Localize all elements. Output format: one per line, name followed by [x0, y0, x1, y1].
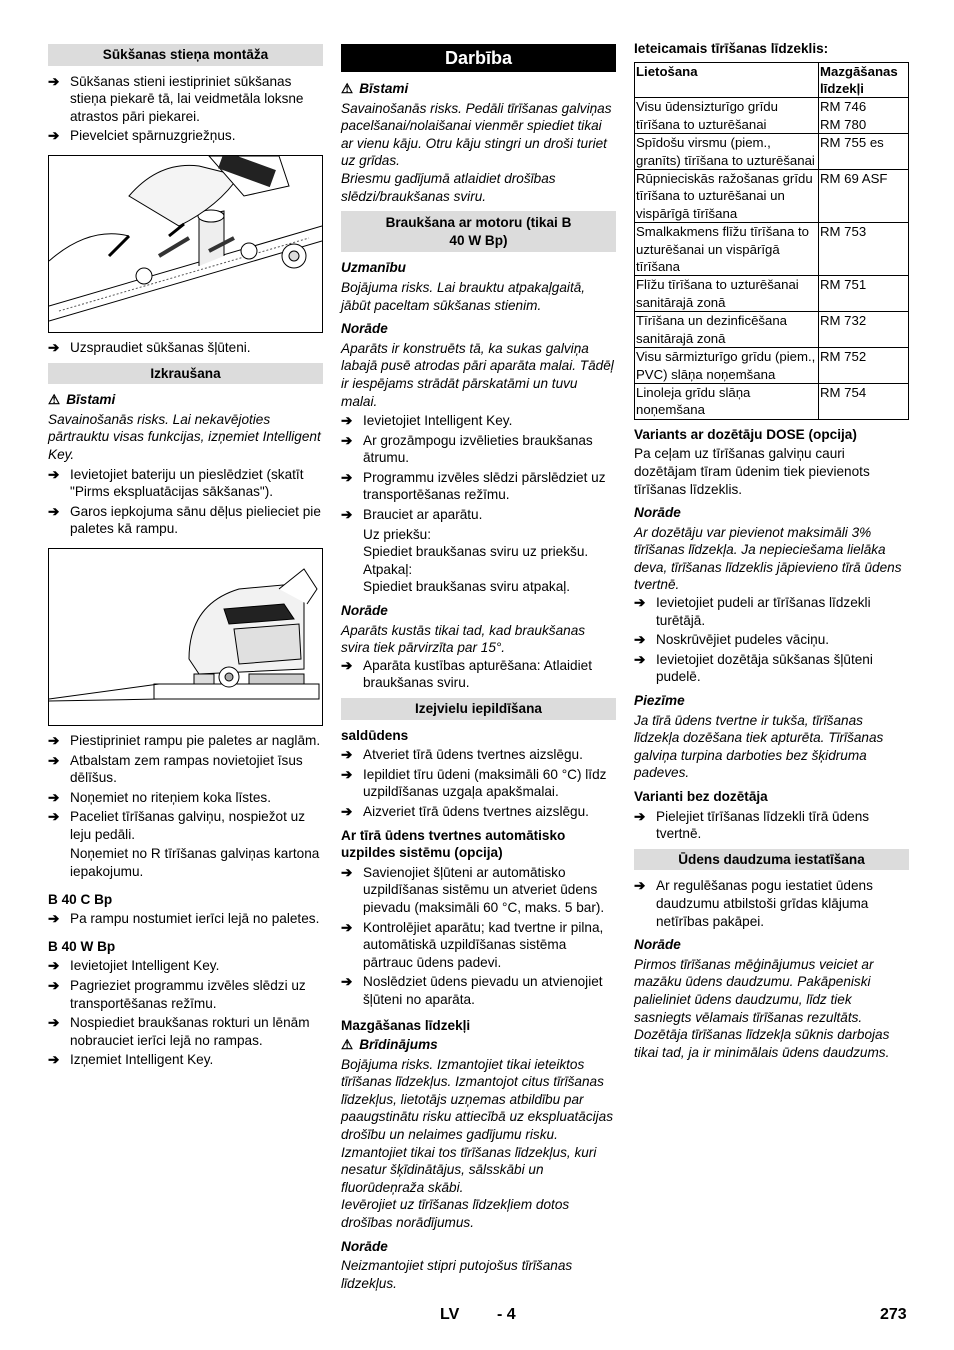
danger-text: Savainošanās risks. Pedāli tīrīšanas galviņas pacelšanai/nolaišanai vienmēr spiediet tikai ar vienu kāju. Otru kāju stingri un droši turiet uz grīdas. [341, 100, 612, 169]
list-item: ➔ Paceliet tīrīšanas galviņu, nospiežot uz leju pedāli. [48, 809, 306, 842]
warning-label: ⚠ Brīdinājums [341, 1037, 438, 1053]
arrow-icon: ➔ [341, 919, 353, 935]
list-item: ➔ Sūkšanas stieni iestipriniet sūkšanas stieņa piekarē tā, lai veidmetāla loksne atrastos pāri piekarei. [48, 73, 304, 124]
auto-fill-heading: Ar tīrā ūdens tvertnes automātisko uzpildes sistēmu (opcija) [341, 827, 566, 861]
list-item: ➔ Ievietojiet pudeli ar tīrīšanas līdzekli turētājā. [634, 595, 871, 628]
note-text: Aparāts kustās tikai tad, kad braukšanas svira tiek pārvirzīta par 15°. [341, 622, 586, 656]
column-left [48, 44, 323, 1071]
list-item: ➔ Kontrolējiet aparātu; kad tvertne ir pilna, automātiskā uzpildīšanas sistēma pārtrauc ūdens padevi. [341, 919, 604, 970]
fresh-water-heading: saldūdens [341, 727, 409, 743]
list-item: ➔ Pagrieziet programmu izvēles slēdzi uz transportēšanas režīmu. [48, 978, 306, 1011]
warning-text: Izmantojiet tikai tos tīrīšanas līdzekļus, kuri nesatur šķīdinātājus, sālsskābi un fluorūdeņraža skābi. [341, 1144, 597, 1195]
list-item: ➔ Brauciet ar aparātu. [341, 507, 483, 523]
list-item: ➔ Ievietojiet Intelligent Key. [48, 958, 220, 974]
section-heading-water-amount: Ūdens daudzuma iestatīšana [634, 849, 909, 871]
table-cell-usage: Visu sārmizturīgo grīdu (piem., PVC) slāņa noņemšana [635, 348, 819, 384]
remark-text: Ja tīrā ūdens tvertne ir tukša, tīrīšanas līdzekļa dozēšana tiek apturēta. Tīrīšanas galviņa turpina darboties bez šķidruma padeves. [634, 712, 884, 781]
table-cell-usage: Smalkakmens flīžu tīrīšana to uzturēšanai un vispārīgā tīrīšana [635, 223, 819, 276]
arrow-icon: ➔ [48, 978, 60, 994]
section-heading-drive: Braukšana ar motoru (tikai B 40 W Bp) [341, 211, 616, 252]
footer-language: LV [440, 1306, 460, 1323]
table-cell-detergent: RM 752 [819, 348, 909, 384]
arrow-icon: ➔ [634, 878, 646, 894]
arrow-icon: ➔ [341, 657, 353, 673]
list-item: ➔ Uzspraudiet sūkšanas šļūteni. [48, 339, 251, 355]
column-right [634, 40, 909, 1061]
list-item: ➔ Ar regulēšanas pogu iestatiet ūdens daudzumu atbilstoši grīdas klājuma netīrības pakāpei. [634, 878, 873, 929]
list-item: ➔ Ievietojiet Intelligent Key. [341, 413, 513, 429]
arrow-icon: ➔ [341, 507, 353, 523]
arrow-icon: ➔ [48, 339, 60, 355]
backward-label: Atpakaļ: [363, 561, 413, 577]
list-item: ➔ Iepildiet tīru ūdeni (maksimāli 60 °C) līdz uzpildīšanas uzgaļa apakšmalai. [341, 766, 607, 800]
chapter-title: Darbība [341, 44, 616, 72]
danger-text: Savainošanās risks. Lai nekavējoties pārtrauktu visas funkcijas, izņemiet Intelligent Key. [48, 411, 321, 462]
list-item: ➔ Ievietojiet dozētāja sūkšanas šļūteni pudelē. [634, 651, 873, 685]
detergent-heading: Mazgāšanas līdzekļi [341, 1017, 471, 1033]
arrow-icon: ➔ [634, 632, 646, 648]
table-header: Mazgāšanas līdzekļi [819, 62, 909, 98]
table-row [635, 276, 909, 312]
no-dose-heading: Varianti bez dozētāja [634, 789, 768, 804]
note-label: Norāde [341, 1238, 388, 1254]
note-text: Ar dozētāju var pievienot maksimāli 3% tīrīšanas līdzekļa. Ja nepieciešama lielāka deva, tīrīšanas līdzeklis jāpievieno tīrā ūdens tvertnē. [634, 524, 902, 593]
list-item: ➔ Pielejiet tīrīšanas līdzekli tīrā ūdens tvertnē. [634, 808, 870, 842]
arrow-icon: ➔ [48, 73, 60, 89]
arrow-icon: ➔ [48, 809, 60, 825]
list-item: ➔ Pievelciet spārnuzgriežņus. [48, 128, 236, 144]
warning-text: Ievērojiet uz tīrīšanas līdzekļiem dotos drošības norādījumus. [341, 1197, 570, 1231]
arrow-icon: ➔ [48, 1015, 60, 1031]
arrow-icon: ➔ [341, 747, 353, 763]
list-item: ➔ Noslēdziet ūdens pievadu un atvienojiet šļūteni no aparāta. [341, 974, 603, 1007]
arrow-icon: ➔ [634, 651, 646, 667]
table-cell-detergent: RM 755 es [819, 134, 909, 170]
list-item: ➔ Pa rampu nostumiet ierīci lejā no paletes. [48, 911, 320, 927]
arrow-icon: ➔ [48, 128, 60, 144]
danger-text: Briesmu gadījumā atlaidiet drošības slēdzi/braukšanas sviru. [341, 170, 556, 204]
table-row [635, 223, 909, 276]
warning-text: Bojājuma risks. Izmantojiet tikai ieteiktos tīrīšanas līdzekļus. Izmantojot citus tīrīšanas līdzekļus, lietotājs uzņemas atbildību par paaugstinātu risku attiecībā uz ekspluatācijas drošību un nelaimes gadījumu risku. [341, 1056, 614, 1143]
table-cell-detergent: RM 746 RM 780 [819, 98, 909, 134]
table-header: Lietošana [635, 62, 819, 98]
note-text: Noņemiet no R tīrīšanas galviņas kartona iepakojumu. [70, 846, 320, 880]
section-heading-filling: Izejvielu iepildīšana [341, 698, 616, 720]
list-item: ➔ Ievietojiet bateriju un pieslēdziet (skatīt "Pirms ekspluatācijas sākšanas"). [48, 466, 304, 500]
warning-triangle-icon: ⚠ [341, 1037, 354, 1053]
note-label: Norāde [634, 937, 681, 953]
list-item: ➔ Noņemiet no riteņiem koka līstes. [48, 789, 271, 805]
table-row [635, 383, 909, 419]
arrow-icon: ➔ [341, 974, 353, 990]
squeegee-drawing [49, 156, 322, 332]
table-cell-detergent: RM 753 [819, 223, 909, 276]
backward-text: Spiediet braukšanas sviru atpakaļ. [363, 579, 571, 595]
note-text: Neizmantojiet stipri putojošus tīrīšanas līdzekļus. [341, 1258, 573, 1291]
danger-label: ⚠ Bīstami [341, 81, 409, 96]
list-item: ➔ Aizveriet tīrā ūdens tvertnes aizslēgu. [341, 803, 589, 819]
table-cell-detergent: RM 69 ASF [819, 170, 909, 223]
caution-label: Uzmanību [341, 260, 406, 276]
table-row [635, 98, 909, 134]
remark-label: Piezīme [634, 693, 685, 709]
model-heading-b40c: B 40 C Bp [48, 891, 113, 907]
list-item: ➔ Nospiediet braukšanas rokturi un lēnām nobrauciet ierīci lejā no rampas. [48, 1015, 310, 1048]
caution-text: Bojājuma risks. Lai brauktu atpakaļgaitā, jābūt paceltam sūkšanas stienim. [341, 279, 586, 313]
table-cell-usage: Visu ūdensizturīgo grīdu tīrīšana to uzturēšanai [635, 98, 819, 134]
footer-page-total: 273 [880, 1306, 907, 1323]
list-item: ➔ Ar grozāmpogu izvēlieties braukšanas ātrumu. [341, 432, 593, 466]
section-heading-squeegee-mounting: Sūkšanas stieņa montāža [48, 44, 323, 66]
table-cell-usage: Flīžu tīrīšana to uzturēšanai sanitārajā zonā [635, 276, 819, 312]
arrow-icon: ➔ [341, 803, 353, 819]
detergent-table [634, 62, 909, 420]
list-item: ➔ Noskrūvējiet pudeles vāciņu. [634, 632, 830, 648]
arrow-icon: ➔ [48, 752, 60, 768]
table-header-row [635, 62, 909, 98]
note-text: Aparāts ir konstruēts tā, ka sukas galviņa labajā pusē atrodas pāri aparāta malai. Tādēļ ir iespējams strādāt pārskatāmi un tuvu malai. [341, 340, 614, 409]
table-cell-detergent: RM 754 [819, 383, 909, 419]
list-item: ➔ Garos iepkojuma sānu dēļus pielieciet pie paletes kā rampu. [48, 503, 321, 537]
table-cell-usage: Tīrīšana un dezinficēšana sanitārajā zonā [635, 312, 819, 348]
dose-text: Pa ceļam uz tīrīšanas galviņu cauri dozētājam tīram ūdenim tiek pievienots tīrīšanas līdzeklis. [634, 446, 870, 497]
note-text: Pirmos tīrīšanas mēģinājumus veiciet ar mazāku ūdens daudzumu. Pakāpeniski palieliniet ūdens daudzumu, līdz tiek sasniegts vēlamais tīrīšanas rezultāts. [634, 956, 874, 1025]
note-label: Norāde [341, 321, 388, 337]
squeegee-illustration [48, 155, 323, 333]
arrow-icon: ➔ [341, 432, 353, 448]
warning-triangle-icon: ⚠ [341, 81, 354, 96]
list-item: ➔ Aparāta kustības apturēšana: Atlaidiet braukšanas sviru. [341, 657, 592, 691]
arrow-icon: ➔ [634, 808, 646, 824]
arrow-icon: ➔ [341, 864, 353, 880]
table-cell-usage: Rūpnieciskās ražošanas grīdu tīrīšana to uzturēšanai un vispārīgā tīrīšana [635, 170, 819, 223]
dose-heading: Variants ar dozētāju DOSE (opcija) [634, 426, 857, 442]
table-cell-detergent: RM 751 [819, 276, 909, 312]
list-item: ➔ Atbalstam zem rampas novietojiet īsus dēlīšus. [48, 752, 303, 786]
column-middle [341, 44, 616, 1292]
arrow-icon: ➔ [48, 466, 60, 482]
arrow-icon: ➔ [48, 732, 60, 748]
list-item: ➔ Atveriet tīrā ūdens tvertnes aizslēgu. [341, 747, 583, 763]
list-item: ➔ Izņemiet Intelligent Key. [48, 1052, 214, 1068]
recommended-heading: Ieteicamais tīrīšanas līdzeklis: [634, 41, 829, 56]
arrow-icon: ➔ [48, 911, 60, 927]
table-row [635, 312, 909, 348]
arrow-icon: ➔ [48, 958, 60, 974]
arrow-icon: ➔ [341, 469, 353, 485]
danger-label: ⚠ Bīstami [48, 392, 116, 408]
list-item: ➔ Programmu izvēles slēdzi pārslēdziet uz transportēšanas režīmu. [341, 469, 606, 503]
note-label: Norāde [341, 603, 388, 619]
arrow-icon: ➔ [48, 789, 60, 805]
warning-triangle-icon: ⚠ [48, 392, 61, 408]
model-heading-b40w: B 40 W Bp [48, 938, 116, 954]
arrow-icon: ➔ [48, 1052, 60, 1068]
table-row [635, 134, 909, 170]
machine-drawing [49, 549, 322, 725]
table-cell-usage: Spīdošu virsmu (piem., granīts) tīrīšana to uzturēšanai [635, 134, 819, 170]
squeegee-steps [48, 73, 323, 145]
note-label: Norāde [634, 505, 681, 521]
table-row [635, 348, 909, 384]
arrow-icon: ➔ [634, 595, 646, 611]
list-item: ➔ Piestipriniet rampu pie paletes ar naglām. [48, 732, 321, 748]
machine-on-pallet-illustration [48, 548, 323, 726]
arrow-icon: ➔ [341, 766, 353, 782]
list-item: ➔ Savienojiet šļūteni ar automātisko uzpildīšanas sistēmu un atveriet ūdens pievadu (maksimāli 60 °C, maks. 5 bar). [341, 864, 605, 915]
table-row [635, 170, 909, 223]
note-text: Dozētāja tīrīšanas līdzekļa sūknis darbojas tikai tad, ja ir minimālais ūdens daudzums. [634, 1027, 890, 1060]
section-heading-unloading: Izkraušana [48, 363, 323, 385]
arrow-icon: ➔ [48, 503, 60, 519]
forward-text: Spiediet braukšanas sviru uz priekšu. [363, 544, 589, 560]
table-cell-usage: Linoleja grīdu slāņa noņemšana [635, 383, 819, 419]
forward-label: Uz priekšu: [363, 526, 431, 542]
footer-page-number: - 4 [497, 1306, 516, 1323]
arrow-icon: ➔ [341, 413, 353, 429]
table-cell-detergent: RM 732 [819, 312, 909, 348]
